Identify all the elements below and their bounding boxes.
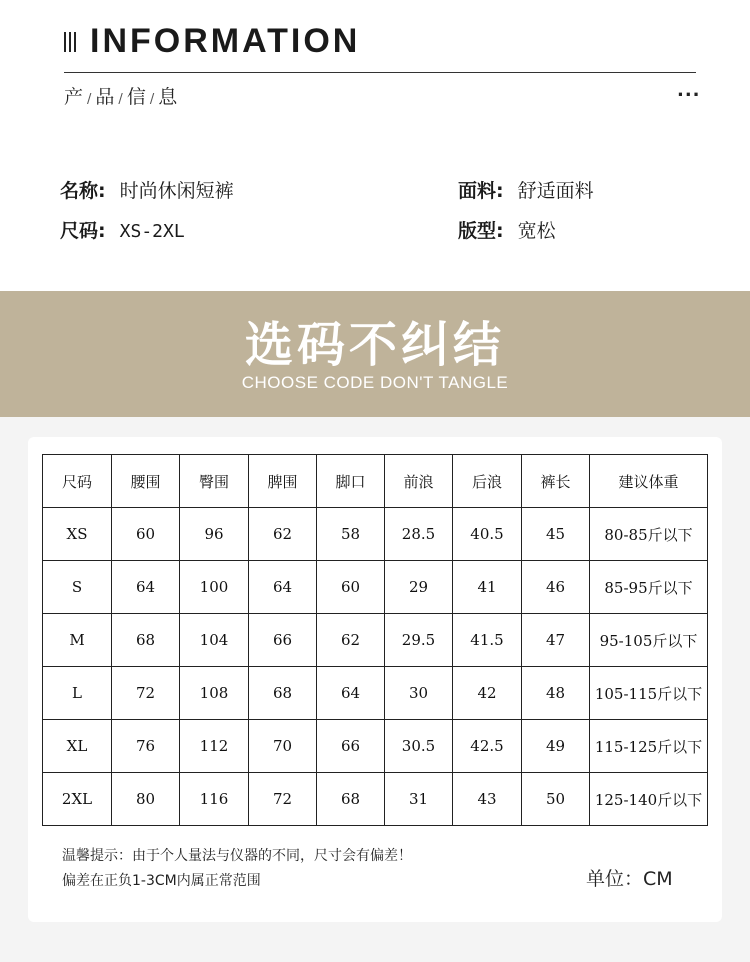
table-cell: 66 [249, 614, 317, 667]
table-cell: 49 [522, 720, 590, 773]
size-label: 尺码: [60, 220, 106, 242]
table-cell: 100 [180, 561, 249, 614]
table-cell: 48 [522, 667, 590, 720]
table-cell: 58 [317, 508, 385, 561]
unit-label: 单位：CM [586, 868, 673, 890]
table-cell: 105-115斤以下 [590, 667, 708, 720]
info-name [60, 176, 234, 203]
table-cell: 31 [385, 773, 453, 826]
table-row [43, 773, 708, 826]
table-cell: XS [43, 508, 112, 561]
table-cell: 46 [522, 561, 590, 614]
table-cell: L [43, 667, 112, 720]
size-value: XS-2XL [119, 221, 185, 242]
header-divider [64, 72, 696, 73]
table-cell: 72 [112, 667, 180, 720]
table-cell: 108 [180, 667, 249, 720]
subtitle-separator: / [118, 92, 123, 107]
table-cell: 64 [249, 561, 317, 614]
table-header-cell: 脾围 [249, 455, 317, 508]
table-cell: 47 [522, 614, 590, 667]
table-cell: 41 [453, 561, 522, 614]
table-cell: 80-85斤以下 [590, 508, 708, 561]
subtitle-separator: / [149, 92, 155, 107]
table-cell: 96 [180, 508, 249, 561]
table-cell: 76 [112, 720, 180, 773]
more-icon: ... [677, 80, 701, 101]
table-header-cell: 裤长 [522, 455, 590, 508]
table-cell: 64 [112, 561, 180, 614]
fit-value: 宽松 [517, 220, 556, 242]
table-cell: 112 [180, 720, 249, 773]
table-cell: 125-140斤以下 [590, 773, 708, 826]
table-header-cell: 腰围 [112, 455, 180, 508]
size-table [42, 454, 708, 826]
table-cell: 41.5 [453, 614, 522, 667]
table-cell: 80 [112, 773, 180, 826]
table-cell: 64 [317, 667, 385, 720]
table-row [43, 720, 708, 773]
table-row [43, 667, 708, 720]
info-size [60, 216, 185, 243]
table-cell: 43 [453, 773, 522, 826]
note-line-2: 偏差在正负1-3CM内属正常范围 [62, 873, 261, 889]
table-header-cell: 建议体重 [590, 455, 708, 508]
page-title: INFORMATION [90, 22, 361, 60]
table-header-cell: 臀围 [180, 455, 249, 508]
table-cell: S [43, 561, 112, 614]
table-cell: 68 [317, 773, 385, 826]
fabric-label: 面料: [458, 180, 504, 202]
header-bars-icon [64, 32, 78, 52]
info-fit [458, 216, 556, 243]
table-cell: 68 [249, 667, 317, 720]
table-cell: 85-95斤以下 [590, 561, 708, 614]
table-cell: XL [43, 720, 112, 773]
table-cell: 2XL [43, 773, 112, 826]
name-value: 时尚休闲短裤 [119, 180, 234, 202]
subtitle-char: 品 [95, 86, 115, 108]
table-cell: 30.5 [385, 720, 453, 773]
table-cell: 68 [112, 614, 180, 667]
table-cell: 29.5 [385, 614, 453, 667]
name-label: 名称: [60, 180, 106, 202]
table-cell: 66 [317, 720, 385, 773]
table-header-row [43, 455, 708, 508]
subtitle-separator: / [87, 92, 92, 107]
table-cell: 42 [453, 667, 522, 720]
table-cell: 70 [249, 720, 317, 773]
subtitle-char: 产 [64, 86, 84, 108]
table-cell: 30 [385, 667, 453, 720]
table-cell: 45 [522, 508, 590, 561]
table-cell: 29 [385, 561, 453, 614]
table-cell: 95-105斤以下 [590, 614, 708, 667]
table-cell: 116 [180, 773, 249, 826]
table-row [43, 508, 708, 561]
banner-title: 选码不纠结 [244, 317, 505, 373]
subtitle-char: 信 [126, 86, 146, 108]
table-row [43, 614, 708, 667]
table-header-cell: 前浪 [385, 455, 453, 508]
table-cell: 72 [249, 773, 317, 826]
table-cell: M [43, 614, 112, 667]
table-header-cell: 脚口 [317, 455, 385, 508]
subtitle-char: 息 [158, 86, 178, 108]
table-row [43, 561, 708, 614]
table-cell: 60 [112, 508, 180, 561]
banner-subtitle: CHOOSE CODE DON'T TANGLE [241, 373, 509, 392]
table-cell: 28.5 [385, 508, 453, 561]
page-subtitle [64, 82, 177, 109]
table-cell: 62 [249, 508, 317, 561]
table-cell: 50 [522, 773, 590, 826]
table-cell: 115-125斤以下 [590, 720, 708, 773]
fit-label: 版型: [458, 220, 504, 242]
note-line-1: 温馨提示：由于个人量法与仪器的不同，尺寸会有偏差！ [62, 848, 412, 864]
fabric-value: 舒适面料 [517, 180, 594, 202]
table-cell: 40.5 [453, 508, 522, 561]
table-cell: 60 [317, 561, 385, 614]
table-header-cell: 后浪 [453, 455, 522, 508]
table-cell: 42.5 [453, 720, 522, 773]
table-cell: 104 [180, 614, 249, 667]
table-header-cell: 尺码 [43, 455, 112, 508]
info-fabric [458, 176, 594, 203]
table-cell: 62 [317, 614, 385, 667]
